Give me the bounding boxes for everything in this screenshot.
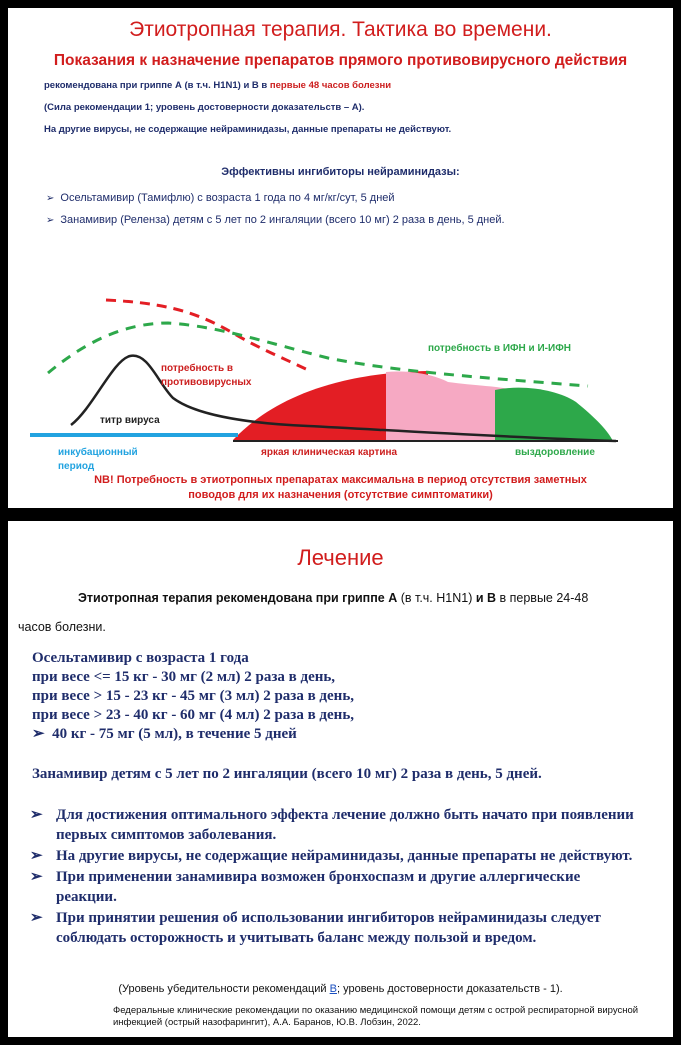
intro-line-2: часов болезни. (18, 620, 106, 634)
list-item-text: На другие вирусы, не содержащие нейраминидазы, данные препараты не действуют. (56, 848, 633, 864)
bullet-text: Занамивир (Реленза) детям с 5 лет по 2 ингаляции (всего 10 мг) 2 раза в день, 5 дней. (60, 214, 505, 226)
bullet-text: Осельтамивир (Тамифлю) с возраста 1 года по 4 мг/кг/сут, 5 дней (60, 192, 395, 204)
inhibitors-heading: Эффективны ингибиторы нейраминидазы: (221, 166, 460, 178)
oseltamivir-line: Осельтамивир с возраста 1 года (32, 650, 249, 666)
list-item (30, 805, 636, 845)
oseltamivir-dosing (32, 649, 354, 744)
first-48-hours: первые 48 часов болезни (269, 80, 392, 91)
list-item (30, 867, 636, 907)
timeline-diagram (8, 278, 673, 478)
nb-line-1: NB! Потребность в этиотропных препаратах максимальна в период отсутствия заметных (94, 474, 587, 486)
evidence-line: (Сила рекомендации 1; уровень достоверности доказательств – А). (44, 102, 365, 113)
label-recovery: выздоровление (515, 447, 595, 458)
slide1-subtitle: Показания к назначение препаратов прямого противовирусного действия (53, 52, 628, 69)
list-item-text: При принятии решения об использовании ингибиторов нейраминидазы следует соблюдать осторожность и учитывать баланс между пользой и вредом. (56, 910, 601, 946)
intro-bold-c: и В (475, 591, 497, 605)
bullet-arrow-icon: ➢ (30, 848, 43, 864)
label-incubation-2: период (58, 461, 95, 472)
bullet-zanamivir (46, 214, 505, 226)
evidence-note (8, 983, 673, 995)
intro-normal-b: (в т.ч. H1N1) (397, 591, 476, 605)
bullet-arrow-icon: ➢ (30, 869, 43, 885)
slide-treatment (8, 521, 673, 1037)
oseltamivir-line: при весе > 15 - 23 кг - 45 мг (3 мл) 2 раза в день, (32, 688, 355, 704)
oseltamivir-line: при весе <= 15 кг - 30 мг (2 мл) 2 раза в день, (32, 669, 336, 685)
label-antiviral-need-1: потребность в (161, 363, 234, 374)
intro-bold-a: Этиотропная терапия рекомендована при гриппе А (78, 591, 398, 605)
zanamivir-dosing: Занамивир детям с 5 лет по 2 ингаляции (всего 10 мг) 2 раза в день, 5 дней. (32, 766, 542, 782)
label-clinical: яркая клиническая картина (261, 447, 398, 458)
label-incubation-1: инкубационный (58, 447, 138, 458)
evidence-level-link[interactable]: В (329, 983, 337, 995)
nb-note (8, 473, 673, 503)
bullet-arrow-icon: ➢ (30, 807, 43, 823)
list-item (30, 846, 636, 866)
treatment-bullets (30, 805, 636, 949)
recommendation-line (44, 80, 391, 91)
bullet-arrow-icon: ➢ (30, 910, 43, 926)
list-item-text: При применении занамивира возможен бронхоспазм и другие аллергические реакции. (56, 869, 581, 905)
list-item (30, 908, 636, 948)
source-citation: Федеральные клинические рекомендации по оказанию медицинской помощи детям с острой респираторной вирусной инфекцией (острый назофарингит), А.А. Баранов, Ю.В. Лобзин, 2022. (113, 1005, 639, 1028)
recovery-phase-area (495, 388, 613, 441)
oseltamivir-line-last (32, 725, 354, 744)
bullet-arrow-icon: ➢ (46, 193, 55, 204)
bullet-oseltamivir (46, 192, 395, 204)
label-ifn-need: потребность в ИФН и И-ИФН (428, 343, 571, 354)
label-virus-titer: титр вируса (100, 415, 160, 426)
intro-line-1 (78, 591, 588, 605)
bullet-arrow-icon: ➢ (46, 215, 55, 226)
slide1-title: Этиотропная терапия. Тактика во времени. (129, 18, 552, 41)
list-item-text: Для достижения оптимального эффекта лечение должно быть начато при появлении первых симптомов заболевания. (56, 807, 634, 843)
other-viruses-line: На другие вирусы, не содержащие нейраминидазы, данные препараты не действуют. (44, 124, 452, 135)
antiviral-need-curve (106, 300, 308, 370)
label-antiviral-need-2: противовирусных (161, 377, 252, 388)
ifn-need-curve (48, 323, 588, 386)
evidence-note-a: (Уровень убедительности рекомендаций (118, 983, 330, 995)
oseltamivir-last-text: 40 кг - 75 мг (5 мл), в течение 5 дней (52, 726, 297, 742)
nb-line-2: поводов для их назначения (отсутствие симптоматики) (188, 489, 493, 501)
evidence-note-b: ; уровень достоверности доказательств - 1). (336, 983, 563, 995)
oseltamivir-line: при весе > 23 - 40 кг - 60 мг (4 мл) 2 раза в день, (32, 707, 355, 723)
slide2-title: Лечение (297, 545, 384, 570)
bullet-arrow-icon: ➢ (32, 726, 45, 742)
recommendation-text: рекомендована при гриппе А (в т.ч. H1N1) и В в (44, 80, 270, 91)
intro-normal-d: в первые 24-48 (496, 591, 589, 605)
slide-tactics (8, 8, 673, 508)
